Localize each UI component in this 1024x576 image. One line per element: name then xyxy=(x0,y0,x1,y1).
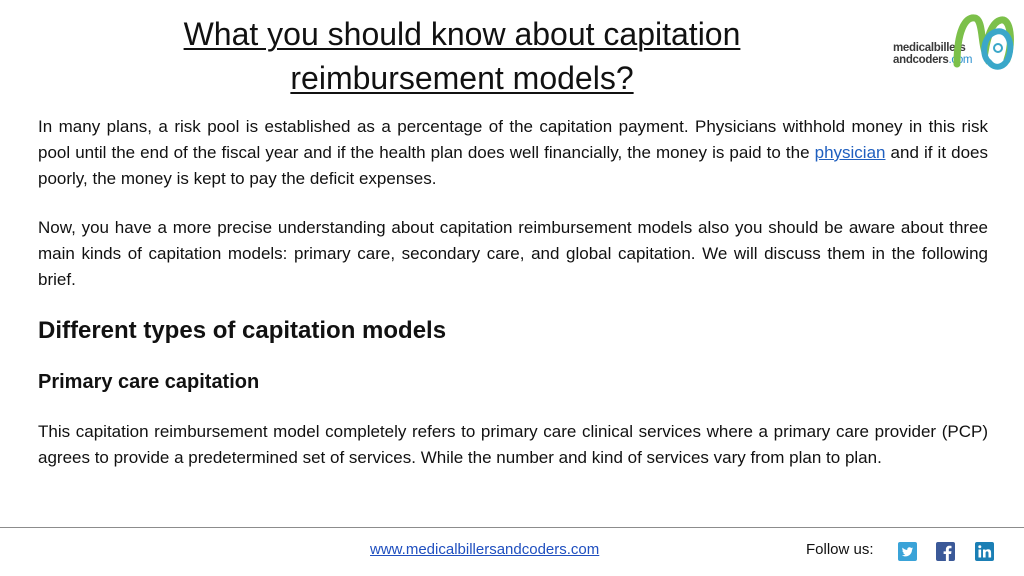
paragraph-risk-pool-text-2: and if it does poorly, the money is kept to pay the deficit expenses. xyxy=(38,143,988,188)
logo-text-line-1: medicalbillers xyxy=(893,42,966,54)
page-title xyxy=(0,12,924,100)
subsection-heading: Primary care capitation xyxy=(38,371,260,393)
paragraph-risk-pool xyxy=(38,114,988,192)
facebook-icon[interactable] xyxy=(936,542,955,561)
website-link[interactable]: www.medicalbillersandcoders.com xyxy=(370,541,600,558)
section-heading: Different types of capitation models xyxy=(38,317,447,344)
paragraph-risk-pool-text-1: In many plans, a risk pool is established as a percentage of the capitation payment. Physicians withhold money in this risk pool until the end of the fiscal year and if the health plan does well financially, the money is paid to the xyxy=(38,117,988,162)
logo-text-line-2: andcoders xyxy=(893,54,949,66)
twitter-icon[interactable] xyxy=(898,542,917,561)
footer-divider xyxy=(0,527,1024,528)
logo-mark-icon xyxy=(951,12,1015,74)
paragraph-primary-care: This capitation reimbursement model completely refers to primary care clinical services where a primary care provider (PCP) agrees to provide a predetermined set of services. While the number and kind of services vary from plan to plan. xyxy=(38,422,988,467)
title-line-1: What you should know about capitation xyxy=(183,16,741,52)
title-line-2: reimbursement models? xyxy=(290,60,634,96)
linkedin-icon[interactable] xyxy=(975,542,994,561)
logo-text-suffix: .com xyxy=(948,54,973,66)
paragraph-capitation-kinds: Now, you have a more precise understanding about capitation reimbursement models also you should be aware about three main kinds of capitation models: primary care, secondary care, and global capitation. We will discuss them in the following brief. xyxy=(38,218,988,289)
company-logo xyxy=(893,12,1015,74)
main-content xyxy=(38,114,988,494)
follow-us-label: Follow us: xyxy=(806,541,874,558)
physician-link[interactable]: physician xyxy=(814,143,886,162)
